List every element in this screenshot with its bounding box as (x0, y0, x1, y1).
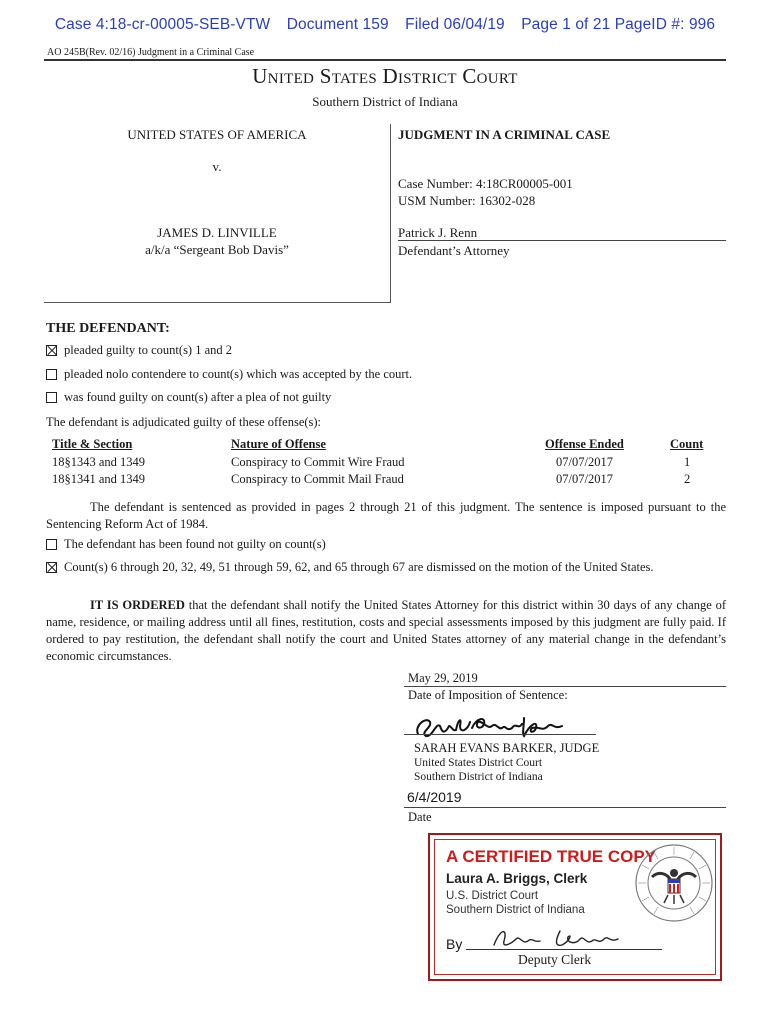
table-cell: Conspiracy to Commit Mail Fraud (231, 472, 404, 486)
versus: v. (212, 159, 222, 174)
judge-signature (412, 708, 572, 742)
checkbox-icon (46, 369, 57, 380)
not-guilty-option (46, 537, 326, 552)
signature-rule (404, 734, 596, 735)
imposition-date: May 29, 2019 (408, 671, 478, 685)
document-number: Document 159 (286, 16, 389, 33)
order-text: that the defendant shall notify the United States Attorney for this district within 30 days of any change of name, residence, or mailing address until all fines, restitution, costs and special assessments imposed by this judgment are fully paid. If ordered to pay restitution, the defendant shall notify the court and United States attorney of any material change in the defendant’s economic circumstances. (46, 598, 726, 663)
filing-stamp-header (0, 16, 770, 34)
page-id: Page 1 of 21 PageID #: 996 (521, 16, 716, 33)
form-identifier: AO 245B(Rev. 02/16) Judgment in a Criminal Case (47, 47, 255, 58)
order-lead: IT IS ORDERED (90, 598, 185, 612)
defendant-heading: THE DEFENDANT: (46, 321, 170, 336)
checked-box-icon (46, 345, 57, 356)
col-header-nature: Nature of Offense (231, 437, 326, 451)
defendant-aka: a/k/a “Sergeant Bob Davis” (145, 242, 289, 257)
table-cell: 07/07/2017 (556, 472, 613, 486)
table-cell: 07/07/2017 (556, 455, 613, 469)
table-cell: Conspiracy to Commit Wire Fraud (231, 455, 405, 469)
usm-number: USM Number: 16302-028 (398, 193, 536, 208)
plea-option-label: pleaded guilty to count(s) (64, 343, 193, 357)
plaintiff-name: UNITED STATES OF AMERICA (127, 127, 307, 142)
sentence-paragraph: The defendant is sentenced as provided in pages 2 through 21 of this judgment. The sentence is imposed pursuant to the Sentencing Reform Act of 1984. (46, 500, 726, 531)
table-cell: 18§1343 and 1349 (52, 455, 146, 469)
plea-option-value: 1 and 2 (195, 343, 233, 357)
judgment-title: JUDGMENT IN A CRIMINAL CASE (398, 127, 611, 142)
case-number: Case Number: 4:18CR00005-001 (398, 176, 573, 191)
caption-box (44, 124, 391, 303)
clerk-name: Laura A. Briggs, Clerk (446, 871, 588, 886)
imposition-rule (404, 686, 726, 687)
col-header-count: Count (670, 437, 704, 451)
judge-name: SARAH EVANS BARKER, JUDGE (414, 741, 600, 755)
checkbox-icon (46, 539, 57, 550)
defendant-name: JAMES D. LINVILLE (157, 225, 277, 240)
clerk-court: U.S. District Court (446, 890, 539, 902)
plea-option-label: was found guilty on count(s) (64, 390, 208, 404)
header-rule (44, 59, 726, 61)
attorney-rule (398, 240, 726, 241)
adjudicated-text: The defendant is adjudicated guilty of these offense(s): (46, 415, 322, 429)
table-cell: 1 (684, 455, 691, 469)
plea-option-nolo (46, 367, 412, 382)
table-cell: 2 (684, 472, 691, 486)
order-paragraph (46, 597, 726, 665)
by-label: By (446, 936, 463, 952)
dismissed-label: Count(s) 6 through 20, 32, 49, 51 through 59, 62, and 65 through 67 are dismissed on the motion of the United States. (64, 560, 654, 574)
court-seal-icon (634, 843, 714, 923)
attorney-label: Defendant’s Attorney (398, 243, 510, 258)
checkbox-icon (46, 392, 57, 403)
deputy-signature-rule (466, 949, 662, 950)
col-header-title-section: Title & Section (52, 437, 133, 451)
filed-date: Filed 06/04/19 (405, 16, 505, 33)
plea-option-suffix: which was accepted by the court. (246, 367, 413, 381)
clerk-district: Southern District of Indiana (446, 904, 585, 916)
attorney-name: Patrick J. Renn (398, 225, 478, 240)
plea-option-label: pleaded nolo contendere to count(s) (64, 367, 244, 381)
dismissed-option (46, 560, 654, 575)
deputy-clerk-label: Deputy Clerk (518, 952, 592, 967)
judge-court: United States District Court (414, 757, 543, 769)
certified-copy-title: A CERTIFIED TRUE COPY (446, 847, 656, 866)
court-district: Southern District of Indiana (312, 94, 458, 109)
signed-date-label: Date (408, 810, 432, 824)
court-title: United States District Court (252, 64, 518, 88)
plea-option-found-guilty (46, 390, 331, 405)
plea-option-suffix: after a plea of not guilty (210, 390, 332, 404)
not-guilty-label: The defendant has been found not guilty on count(s) (64, 537, 326, 551)
checked-box-icon (46, 562, 57, 573)
table-cell: 18§1341 and 1349 (52, 472, 146, 486)
judge-district: Southern District of Indiana (414, 771, 543, 783)
certified-copy-stamp (428, 833, 722, 981)
signed-date: 6/4/2019 (407, 789, 462, 805)
imposition-label: Date of Imposition of Sentence: (408, 688, 568, 702)
signed-date-rule (404, 807, 726, 808)
col-header-offense-ended: Offense Ended (545, 437, 624, 451)
plea-option-guilty (46, 343, 232, 358)
case-identifier: Case 4:18-cr-00005-SEB-VTW (54, 16, 271, 33)
